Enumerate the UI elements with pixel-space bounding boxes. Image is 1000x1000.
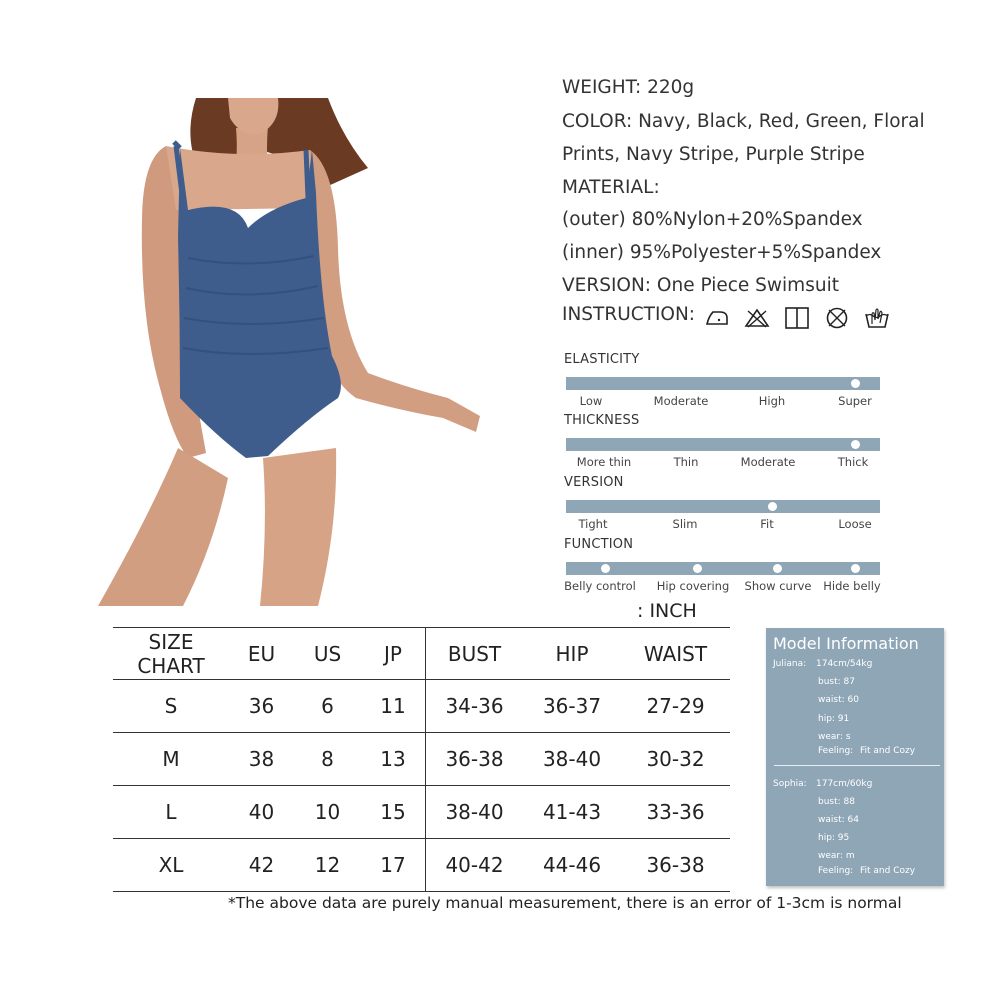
selected-level-dot	[768, 502, 777, 511]
size-chart-cell: 11	[380, 694, 406, 718]
model-bust: bust: 87	[818, 677, 855, 687]
attribute-title: THICKNESS	[564, 413, 640, 428]
header-bust: BUST	[426, 628, 524, 680]
instruction-label: INSTRUCTION:	[562, 304, 696, 325]
attribute-option-label: Moderate	[740, 455, 796, 469]
attribute-title: FUNCTION	[564, 537, 634, 552]
size-chart-cell: 36-38	[426, 733, 524, 786]
model-feeling: Fit and Cozy	[860, 866, 916, 876]
attribute-option-label: Tight	[578, 517, 608, 531]
model-info-divider	[774, 765, 940, 766]
model-wear: wear: s	[818, 732, 851, 742]
model-bust: bust: 88	[818, 797, 855, 807]
attribute-option-label: Belly control	[564, 579, 636, 593]
selected-level-dot	[601, 564, 610, 573]
strap-right	[306, 150, 308, 198]
header-us: US	[313, 641, 342, 666]
size-chart-table	[113, 627, 730, 892]
size-chart-cell: 6	[321, 694, 334, 718]
size-chart-cell: 17	[380, 853, 406, 877]
size-chart-cell: 36	[248, 694, 275, 718]
size-chart-cell: 34-36	[426, 680, 524, 733]
attribute-option-label: Fit	[760, 517, 774, 531]
header-eu: EU	[247, 641, 276, 666]
selected-level-dot	[851, 564, 860, 573]
attribute-scale-bar	[566, 562, 880, 575]
color-spec-continued: Prints, Navy Stripe, Purple Stripe	[562, 144, 865, 165]
size-chart-header-row	[113, 628, 730, 680]
size-chart-cell: 27-29	[646, 694, 705, 718]
material-label: MATERIAL:	[562, 177, 660, 198]
header-jp: JP	[384, 641, 402, 666]
header-hip: HIP	[555, 641, 589, 666]
model-wear: wear: m	[818, 851, 855, 861]
inner-material: (inner) 95%Polyester+5%Spandex	[562, 242, 882, 263]
model-hip: hip: 95	[818, 833, 850, 843]
attribute-scale-bar	[566, 500, 880, 513]
attribute-option-label: Moderate	[653, 394, 709, 408]
attribute-option-label: Super	[838, 394, 872, 408]
attribute-scale-bar	[566, 438, 880, 451]
size-chart-cell: S	[164, 694, 178, 718]
selected-level-dot	[851, 440, 860, 449]
size-chart-cell: 33-36	[646, 800, 705, 824]
attribute-scale-bar	[566, 377, 880, 390]
size-chart-cell: 40-42	[426, 839, 524, 892]
attribute-option-label: Show curve	[744, 579, 812, 593]
selected-level-dot	[693, 564, 702, 573]
model-name: Sophia:	[773, 779, 807, 789]
size-chart-cell: 12	[314, 853, 341, 877]
size-chart-row	[113, 733, 730, 786]
version-spec: VERSION: One Piece Swimsuit	[562, 275, 839, 296]
selected-level-dot	[773, 564, 782, 573]
outer-material: (outer) 80%Nylon+20%Spandex	[562, 209, 863, 230]
size-chart-cell: 36-37	[542, 694, 602, 718]
unit-label: : INCH	[637, 600, 697, 622]
size-chart-cell: 8	[321, 747, 334, 771]
size-chart-cell: 36-38	[646, 853, 705, 877]
do-not-bleach-icon	[744, 306, 770, 330]
attribute-option-label: Low	[579, 394, 603, 408]
attribute-option-label: Thick	[837, 455, 869, 469]
weight-spec: WEIGHT: 220g	[562, 77, 695, 98]
size-chart-cell: 38-40	[542, 747, 602, 771]
size-chart-cell: 10	[314, 800, 341, 824]
color-spec: COLOR: Navy, Black, Red, Green, Floral	[562, 111, 925, 132]
attribute-option-label: More thin	[576, 455, 632, 469]
size-chart-cell: 15	[380, 800, 406, 824]
selected-level-dot	[851, 379, 860, 388]
attribute-option-label: Slim	[672, 517, 698, 531]
attribute-option-label: Loose	[838, 517, 872, 531]
model-information-panel	[766, 628, 944, 886]
size-chart-cell: 40	[248, 800, 275, 824]
size-chart-cell: XL	[158, 853, 184, 877]
header-size-chart: SIZE CHART	[137, 629, 205, 678]
size-chart-cell: 41-43	[542, 800, 602, 824]
care-instructions	[704, 306, 890, 330]
model-waist: waist: 60	[818, 695, 859, 705]
dry-flat-icon	[784, 306, 810, 330]
right-leg	[260, 448, 336, 606]
model-waist: waist: 64	[818, 815, 859, 825]
attribute-option-label: High	[758, 394, 786, 408]
size-chart-cell: 38	[248, 747, 275, 771]
attribute-option-label: Hip covering	[656, 579, 730, 593]
attribute-title: VERSION	[564, 475, 624, 490]
left-leg	[98, 448, 228, 606]
attribute-option-label: Thin	[673, 455, 699, 469]
size-chart-cell: 38-40	[426, 786, 524, 839]
size-chart-cell: M	[162, 747, 180, 771]
header-waist: WAIST	[643, 641, 708, 666]
size-chart-row	[113, 680, 730, 733]
size-chart-row	[113, 786, 730, 839]
model-hip: hip: 91	[818, 714, 850, 724]
model-feeling: Fit and Cozy	[860, 746, 916, 756]
attribute-title: ELASTICITY	[564, 352, 640, 367]
model-info-title: Model Information	[773, 634, 919, 653]
size-chart-cell: L	[165, 800, 177, 824]
model-height-weight: 174cm/54kg	[816, 659, 873, 669]
model-feeling-label: Feeling:	[818, 866, 854, 876]
measurement-disclaimer: *The above data are purely manual measurement, there is an error of 1-3cm is normal	[228, 894, 902, 912]
size-chart-cell: 42	[248, 853, 275, 877]
model-height-weight: 177cm/60kg	[816, 779, 873, 789]
hand-wash-icon	[864, 306, 890, 330]
iron-icon	[704, 306, 730, 330]
size-chart-row	[113, 839, 730, 892]
size-chart-cell: 30-32	[646, 747, 705, 771]
torso	[166, 146, 314, 210]
size-chart-cell: 13	[380, 747, 406, 771]
attribute-option-label: Hide belly	[823, 579, 881, 593]
model-photo	[88, 98, 508, 606]
size-chart-cell: 44-46	[542, 853, 602, 877]
model-name: Juliana:	[773, 659, 807, 669]
model-feeling-label: Feeling:	[818, 746, 854, 756]
do-not-tumble-dry-icon	[824, 306, 850, 330]
